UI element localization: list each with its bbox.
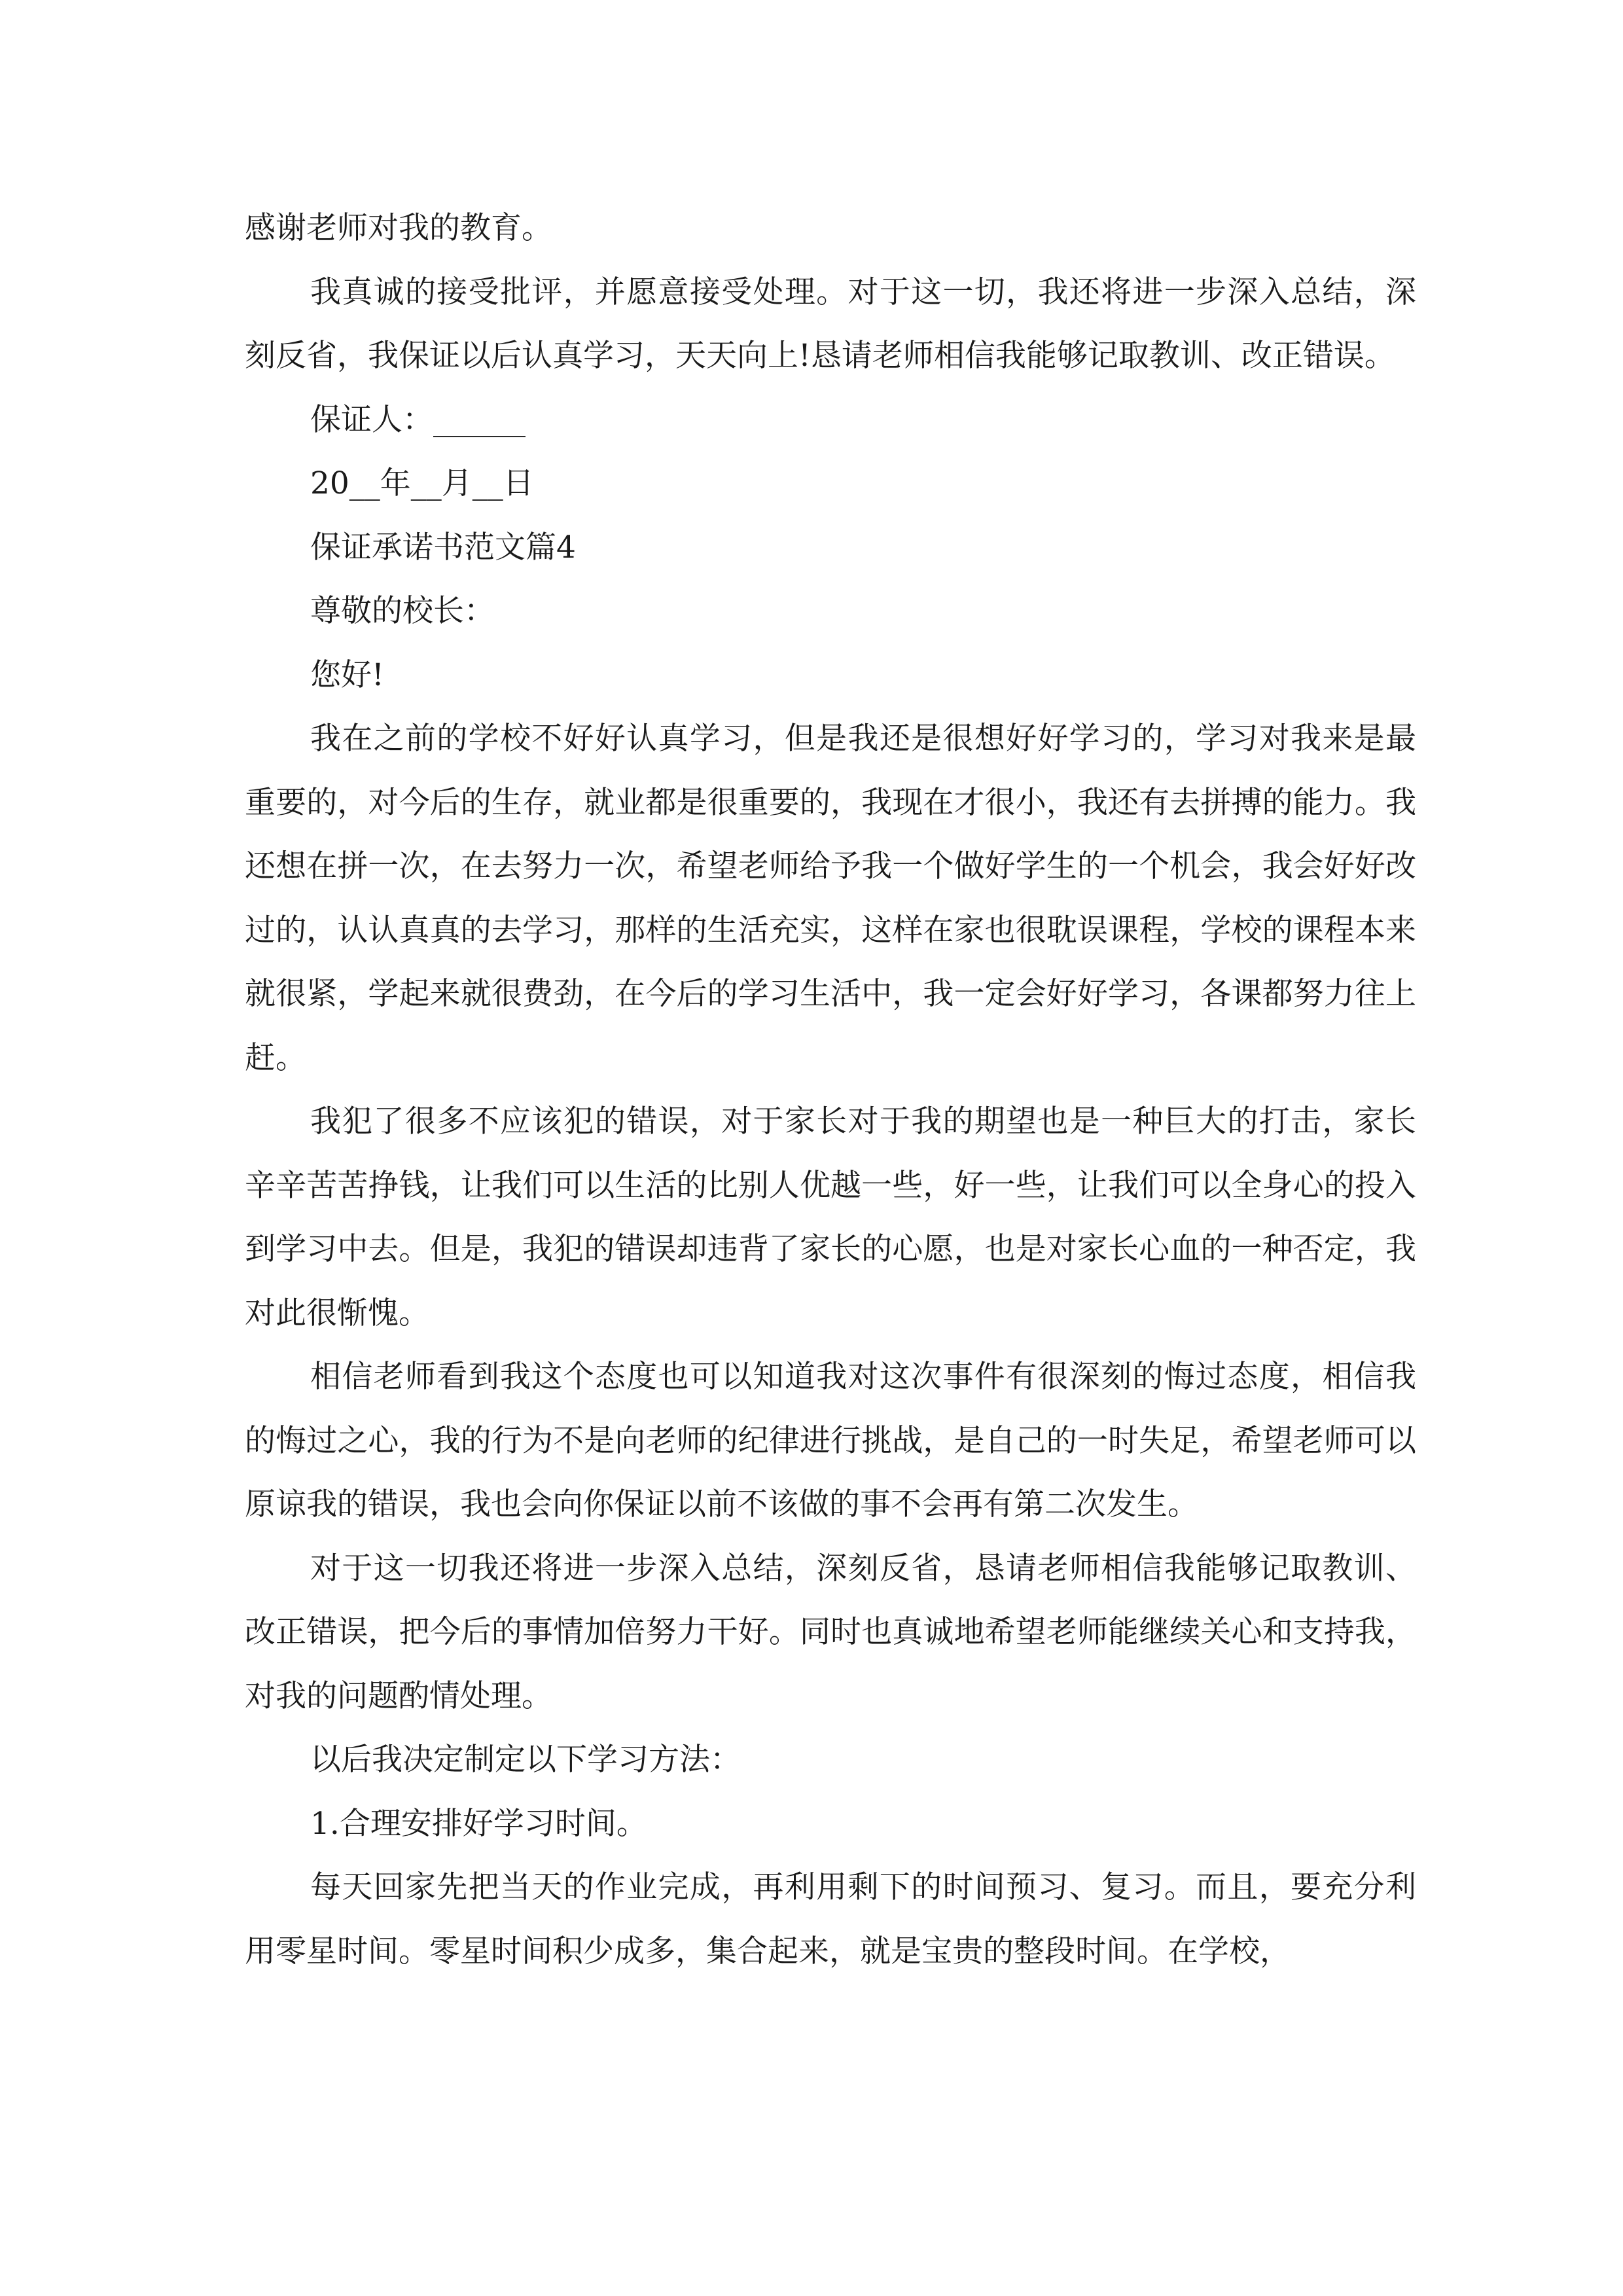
greeting: 您好! xyxy=(310,656,384,693)
document-page xyxy=(245,196,1416,1983)
paragraph-daily-routine: 每天回家先把当天的作业完成，再利用剩下的时间预习、复习。而且，要充分利用零星时间。零星时间积少成多，集合起来，就是宝贵的整段时间。在学校， xyxy=(245,1869,1416,1969)
guarantor-line: 保证人：______ xyxy=(310,401,526,438)
paragraph-reflection: 对于这一切我还将进一步深入总结，深刻反省，恳请老师相信我能够记取教训、改正错误，把今后的事情加倍努力干好。同时也真诚地希望老师能继续关心和支持我，对我的问题酌情处理。 xyxy=(245,1550,1416,1714)
paragraph-study-methods-intro: 以后我决定制定以下学习方法： xyxy=(310,1742,741,1778)
date-line: 20__年__月__日 xyxy=(310,465,534,501)
paragraph-previous-school: 我在之前的学校不好好认真学习，但是我还是很想好好学习的，学习对我来是最重要的，对今后的生存，就业都是很重要的，我现在才很小，我还有去拼搏的能力。我还想在拼一次，在去努力一次，希望老师给予我一个做好学生的一个机会，我会好好改过的，认认真真的去学习，那样的生活充实，这样在家也很耽误课程，学校的课程本来就很紧，学起来就很费劲，在今后的学习生活中，我一定会好好学习，各课都努力往上赶。 xyxy=(245,721,1416,1076)
paragraph-mistakes: 我犯了很多不应该犯的错误，对于家长对于我的期望也是一种巨大的打击，家长辛辛苦苦挣钱，让我们可以生活的比别人优越一些，好一些，让我们可以全身心的投入到学习中去。但是，我犯的错误却违背了家长的心愿，也是对家长心血的一种否定，我对此很惭愧。 xyxy=(245,1103,1416,1331)
salutation: 尊敬的校长： xyxy=(310,593,495,629)
paragraph-repentance: 相信老师看到我这个态度也可以知道我对这次事件有很深刻的悔过态度，相信我的悔过之心，我的行为不是向老师的纪律进行挑战，是自己的一时失足，希望老师可以原谅我的错误，我也会向你保证以前不该做的事不会再有第二次发生。 xyxy=(245,1359,1416,1522)
paragraph-thanks: 感谢老师对我的教育。 xyxy=(245,210,552,246)
list-item-1: 1.合理安排好学习时间。 xyxy=(310,1805,647,1842)
section-title: 保证承诺书范文篇4 xyxy=(310,529,576,565)
paragraph-accept-criticism: 我真诚的接受批评，并愿意接受处理。对于这一切，我还将进一步深入总结，深刻反省，我保证以后认真学习，天天向上!恳请老师相信我能够记取教训、改正错误。 xyxy=(245,274,1416,374)
